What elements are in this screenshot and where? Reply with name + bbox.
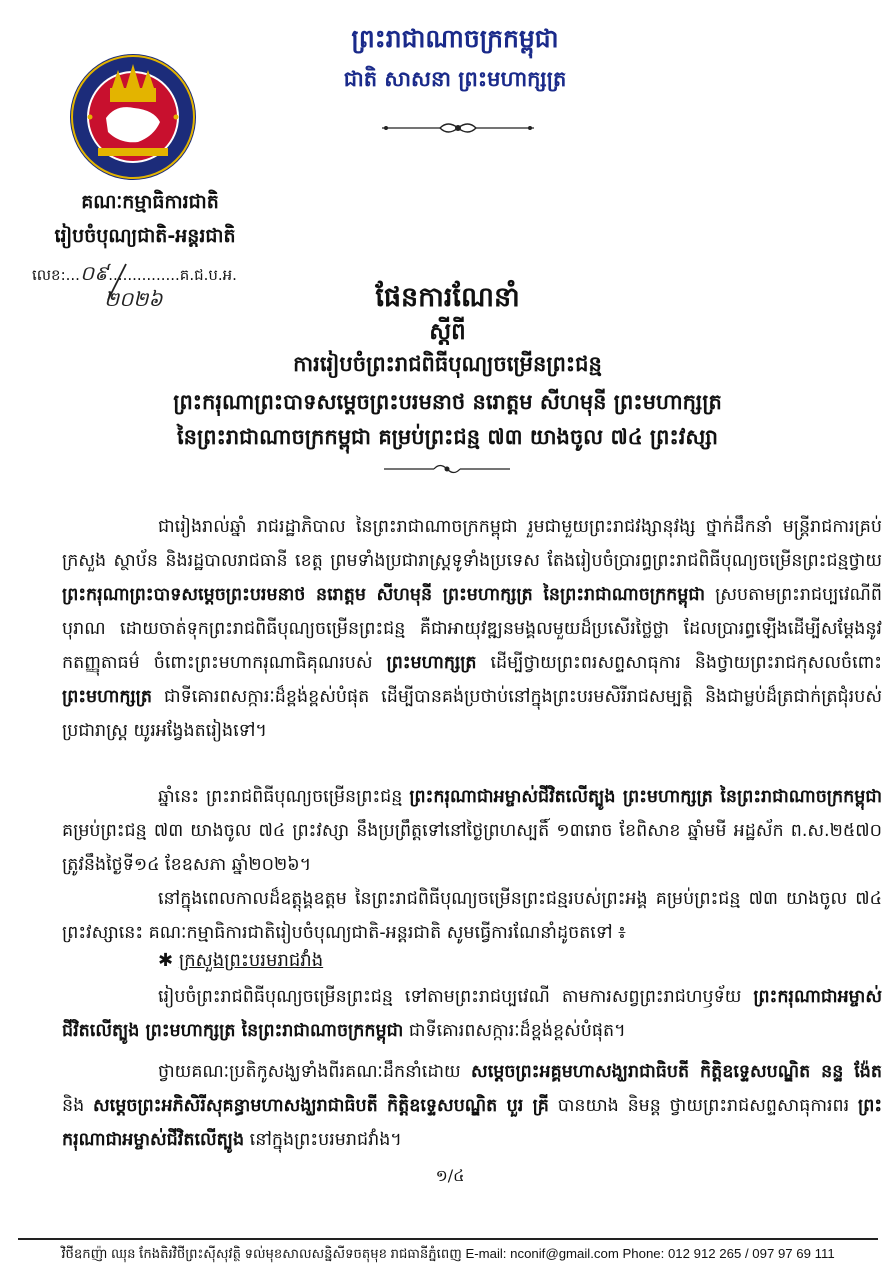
- reference-number: ០៩: [79, 261, 109, 285]
- paragraph-text: ជាទីគោរពសក្ការៈដ៏ខ្ពង់ខ្ពស់បំផុត។: [403, 1021, 626, 1041]
- paragraph-text: ស្របតាមព្រះរាជប្បវេណីពីបុរាណ ដោយចាត់ទុកព្រះរាជពិធីបុណ្យចម្រើនព្រះជន្ម គឺជាអាយុវឌ្ឍនមង្គលមួយដ៏ប្រសើរថ្លៃថ្លា ដែលប្រារព្ធឡើងដើម្បីសម្តែងនូវកតញ្ញុតាធម៌ ចំពោះព្រះមហាករុណាធិគុណរបស់: [62, 585, 882, 673]
- national-motto: ជាតិ សាសនា ព្រះមហាក្សត្រ: [343, 66, 567, 91]
- king-title: ព្រះករុណាជាអម្ចាស់ជីវិតលើត្បូង ព្រះមហាក្សត្រ នៃព្រះរាជាណាចក្រកម្ពុជា: [409, 787, 882, 807]
- footer-email: nconif@gmail.com: [510, 1246, 619, 1261]
- supreme-patriarch-name: សម្តេចព្រះអគ្គមហាសង្ឃរាជាធិបតី កិត្តិឧទ្ទេសបណ្ឌិត នន្ទ ង៉ែត: [471, 1062, 882, 1082]
- reference-dots: ...............: [108, 266, 180, 284]
- footer-address: វិថីឧកញ៉ា ឈុន កែងតិរវិថីព្រះស៊ីសុវត្ថិ ទល់មុខសាលសន្និសីទចតុមុខ រាជធានីភ្នំពេញ: [61, 1246, 462, 1261]
- title-subject-line3: នៃព្រះរាជាណាចក្រកម្ពុជា គម្រប់ព្រះជន្ម ៧៣ យាងចូល ៧៤ ព្រះវស្សា: [177, 425, 718, 449]
- paragraph-monks: [62, 1055, 882, 1157]
- organization-name: គណៈកម្មាធិការជាតិ: [81, 191, 219, 213]
- paragraph-text: បានយាង និមន្ត ថ្វាយព្រះរាជសព្ទសាធុការពរ: [548, 1096, 858, 1116]
- footer-email-label: E-mail:: [465, 1246, 507, 1261]
- title-regarding: ស្តីពី: [429, 319, 466, 345]
- paragraph-intro: [62, 510, 882, 748]
- paragraph-text: រៀបចំព្រះរាជពិធីបុណ្យចម្រើនព្រះជន្ម ទៅតាមព្រះរាជប្បវេណី តាមការសព្វព្រះរាជហឫទ័យ: [158, 987, 754, 1007]
- king-title: ព្រះមហាក្សត្រ: [386, 653, 477, 673]
- footer-divider: [18, 1238, 878, 1240]
- reference-date: ២០២៦: [104, 287, 163, 311]
- king-title: ព្រះករុណាជាអម្ចាស់ជីវិតលើត្បូង: [62, 1096, 883, 1150]
- king-title: ព្រះករុណាព្រះបាទសម្តេចព្រះបរមនាថ នរោត្តម សីហមុនី ព្រះមហាក្សត្រ នៃព្រះរាជាណាចក្រកម្ពុជា: [62, 585, 706, 605]
- paragraph-guidance-intro: [62, 882, 882, 950]
- document-title: ផែនការណែនាំ: [375, 282, 520, 313]
- footer-contact: [12, 1246, 884, 1265]
- ornament-divider-icon: [382, 460, 512, 478]
- paragraph-text: ជាទីគោរពសក្ការៈដ៏ខ្ពង់ខ្ពស់បំផុត ដើម្បីបានគង់ប្រថាប់នៅក្នុងព្រះបរមសិរីរាជសម្បត្តិ និងជាម្លប់ដ៏ត្រជាក់ត្រជុំរបស់ប្រជារាស្ត្រ យូរអង្វែងតរៀងទៅ។: [62, 687, 882, 741]
- kingdom-heading: ព្រះរាជាណាចក្រកម្ពុជា: [351, 24, 559, 53]
- section-heading-royal-palace: [158, 948, 323, 975]
- paragraph-royal-palace: [62, 980, 882, 1048]
- paragraph-text: ថ្វាយគណៈប្រតិកូសង្ឃទាំងពីរគណៈដឹកនាំដោយ: [158, 1062, 472, 1082]
- national-committee-emblem-icon: [68, 52, 198, 182]
- section-label: ក្រសួងព្រះបរមរាជវាំង: [178, 950, 324, 971]
- paragraph-text: នៅក្នុងពេលកាលដ៏ឧត្តុង្គឧត្តម នៃព្រះរាជពិធីបុណ្យចម្រើនព្រះជន្មរបស់ព្រះអង្គ គម្រប់ព្រះជន្ម ៧៣ យាងចូល ៧៤ ព្រះវស្សានេះ គណៈកម្មាធិការជាតិរៀបចំបុណ្យជាតិ-អន្តរជាតិ សូមធ្វើការណែនាំដូចតទៅ ៖: [62, 889, 882, 943]
- footer-phone-label: Phone:: [622, 1246, 665, 1261]
- paragraph-text: នៅក្នុងព្រះបរមរាជវាំង។: [244, 1130, 402, 1150]
- footer-phone: 012 912 265 / 097 97 69 111: [667, 1246, 835, 1261]
- title-subject-line1: ការរៀបចំព្រះរាជពិធីបុណ្យចម្រើនព្រះជន្ម: [293, 352, 602, 376]
- supreme-patriarch-name: សម្តេចព្រះអភិសិរីសុគន្ធាមហាសង្ឃរាជាធិបតី កិត្តិឧទ្ទេសបណ្ឌិត បួរ គ្រី: [93, 1096, 549, 1116]
- reference-suffix: គ.ជ.ប.អ.: [179, 266, 237, 284]
- king-title: ព្រះករុណាជាអម្ចាស់ជីវិតលើត្បូង ព្រះមហាក្សត្រ នៃព្រះរាជាណាចក្រកម្ពុជា: [62, 987, 882, 1041]
- paragraph-text: និង: [62, 1096, 94, 1116]
- organization-subtitle: រៀបចំបុណ្យជាតិ-អន្តរជាតិ: [54, 225, 236, 247]
- title-subject-line2: ព្រះករុណាព្រះបាទសម្តេចព្រះបរមនាថ នរោត្តម សីហមុនី ព្រះមហាក្សត្រ: [173, 390, 722, 414]
- ornament-divider-icon: [378, 118, 538, 138]
- paragraph-text: ជារៀងរាល់ឆ្នាំ រាជរដ្ឋាភិបាល នៃព្រះរាជាណាចក្រកម្ពុជា រួមជាមួយព្រះរាជវង្សានុវង្ស ថ្នាក់ដឹកនាំ មន្ត្រីរាជការគ្រប់ក្រសួង ស្ថាប័ន និងរដ្ឋបាលរាជធានី ខេត្ត ព្រមទាំងប្រជារាស្ត្រទូទាំងប្រទេស តែងរៀបចំប្រារព្ធព្រះរាជពិធីបុណ្យចម្រើនព្រះជន្មថ្វាយ: [62, 517, 882, 571]
- page-number: ១/៤: [435, 1166, 465, 1185]
- reference-prefix: លេខ:...: [32, 266, 80, 284]
- bullet-star-icon: ✱: [158, 950, 174, 971]
- paragraph-text: ដើម្បីថ្វាយព្រះពរសព្ទសាធុការ និងថ្វាយព្រះរាជកុសលចំពោះ: [476, 653, 882, 673]
- paragraph-this-year: [62, 780, 882, 882]
- king-title: ព្រះមហាក្សត្រ: [62, 687, 152, 707]
- paragraph-text: ឆ្នាំនេះ ព្រះរាជពិធីបុណ្យចម្រើនព្រះជន្ម: [158, 787, 410, 807]
- paragraph-text: គម្រប់ព្រះជន្ម ៧៣ យាងចូល ៧៤ ព្រះវស្សា នឹងប្រព្រឹត្តទៅនៅថ្ងៃព្រហស្បតិ៍ ១៣រោច ខែពិសាខ ឆ្នាំមមី អដ្ឋស័ក ព.ស.២៥៧០ ត្រូវនឹងថ្ងៃទី១៤ ខែឧសភា ឆ្នាំ២០២៦។: [62, 821, 882, 875]
